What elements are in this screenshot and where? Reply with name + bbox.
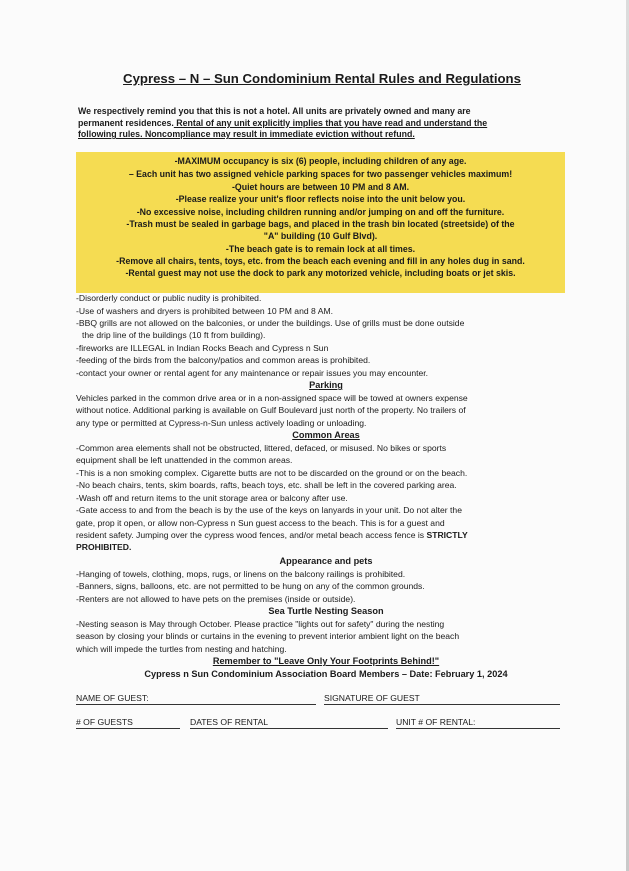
highlighted-rule: -Remove all chairs, tents, toys, etc. from the beach each evening and fill in any holes dug in sand. <box>116 256 525 266</box>
sea-turtle-line: which will impede the turtles from nesting and hatching. <box>76 644 287 654</box>
common-areas-line <box>76 530 468 541</box>
rule-line: -fireworks are ILLEGAL in Indian Rocks Beach and Cypress n Sun <box>76 343 329 353</box>
rule-line: the drip line of the buildings (10 ft from building). <box>82 330 266 340</box>
guest-name-line[interactable] <box>76 704 316 705</box>
intro-underlined: following rules. Noncompliance may result in immediate eviction without refund. <box>78 129 415 140</box>
appearance-line: -Hanging of towels, clothing, mops, rugs, or linens on the balcony railings is prohibited. <box>76 569 406 579</box>
rental-dates-label: DATES OF RENTAL <box>190 717 268 727</box>
intro-paragraph <box>78 106 568 141</box>
common-areas-line: -This is a non smoking complex. Cigarette butts are not to be discarded on the ground or on the beach. <box>76 468 468 478</box>
appearance-line: -Banners, signs, balloons, etc. are not permitted to be hung on any of the common grounds. <box>76 581 425 591</box>
highlighted-rule: -The beach gate is to remain lock at all times. <box>225 244 416 254</box>
appearance-heading: Appearance and pets <box>279 556 373 566</box>
common-areas-line: equipment shall be left unattended in the common areas. <box>76 455 293 465</box>
appearance-line: -Renters are not allowed to have pets on the premises (inside or outside). <box>76 594 356 604</box>
rental-dates-line[interactable] <box>190 728 388 729</box>
sea-turtle-heading: Sea Turtle Nesting Season <box>268 606 384 616</box>
rule-line: -Use of washers and dryers is prohibited between 10 PM and 8 AM. <box>76 306 333 316</box>
intro-underlined: Rental of any unit explicitly implies that you have read and understand the <box>173 117 488 128</box>
rule-line: -contact your owner or rental agent for any maintenance or repair issues you may encounter. <box>76 368 429 378</box>
common-areas-line: -Wash off and return items to the unit storage area or balcony after use. <box>76 493 348 503</box>
highlighted-rule: -Trash must be sealed in garbage bags, and placed in the trash bin located (streetside) of the <box>126 219 515 229</box>
common-areas-line: gate, prop it open, or allow non-Cypress n Sun guest access to the beach. This is for a guest and <box>76 518 445 528</box>
signoff-text: Cypress n Sun Condominium Association Board Members – Date: February 1, 2024 <box>144 669 508 679</box>
highlighted-rule: -No excessive noise, including children running and/or jumping on and off the furniture. <box>136 207 505 217</box>
strictly-text: STRICTLY <box>426 530 468 540</box>
guest-count-line[interactable] <box>76 728 180 729</box>
intro-text: permanent residences. <box>78 117 174 128</box>
guest-signature-label: SIGNATURE OF GUEST <box>324 693 420 703</box>
highlighted-rule: -Please realize your unit's floor reflects noise into the unit below you. <box>175 194 466 204</box>
sea-turtle-line: -Nesting season is May through October. Please practice "lights out for safety" during the nesting <box>76 619 445 629</box>
common-areas-text: resident safety. Jumping over the cypress wood fences, and/or metal beach access fence is <box>76 530 425 540</box>
common-areas-line: -Gate access to and from the beach is by the use of the keys on lanyards in your unit. Do not alter the <box>76 505 462 515</box>
rental-unit-label: UNIT # OF RENTAL: <box>396 717 476 727</box>
common-areas-line: -Common area elements shall not be obstructed, littered, defaced, or misused. No bikes or sports <box>76 443 447 453</box>
parking-line: any type or permitted at Cypress-n-Sun unless actively loading or unloading. <box>76 418 367 428</box>
intro-line <box>78 118 568 130</box>
guest-signature-line[interactable] <box>324 704 560 705</box>
common-areas-line: -No beach chairs, tents, skim boards, rafts, beach toys, etc. shall be left in the covered parking area. <box>76 480 457 490</box>
common-areas-heading: Common Areas <box>292 430 360 440</box>
intro-line: We respectively remind you that this is not a hotel. All units are privately owned and many are <box>78 106 471 116</box>
parking-line: Vehicles parked in the common drive area or in a non-assigned space will be towed at owners expense <box>76 393 468 403</box>
guest-name-label: NAME OF GUEST: <box>76 693 149 703</box>
guest-count-label: # OF GUESTS <box>76 717 133 727</box>
rule-line: -feeding of the birds from the balcony/patios and common areas is prohibited. <box>76 355 371 365</box>
parking-heading: Parking <box>309 380 343 390</box>
highlighted-rule: "A" building (10 Gulf Blvd). <box>263 231 378 241</box>
highlighted-rule: -Rental guest may not use the dock to park any motorized vehicle, including boats or jet skis. <box>125 268 516 278</box>
highlighted-rule: -Quiet hours are between 10 PM and 8 AM. <box>231 182 410 192</box>
document-title: Cypress – N – Sun Condominium Rental Rules and Regulations <box>123 71 521 86</box>
highlighted-rule: -MAXIMUM occupancy is six (6) people, including children of any age. <box>174 156 467 166</box>
sea-turtle-line: season by closing your blinds or curtains in the evening to prevent interior ambient light on the beach <box>76 631 460 641</box>
parking-line: without notice. Additional parking is available on Gulf Boulevard just north of the property. No trailers of <box>76 405 466 415</box>
prohibited-text: PROHIBITED. <box>76 542 132 552</box>
reminder-text: Remember to "Leave Only Your Footprints Behind!" <box>212 656 440 666</box>
rule-line: -Disorderly conduct or public nudity is prohibited. <box>76 293 262 303</box>
rule-line: -BBQ grills are not allowed on the balconies, or under the buildings. Use of grills must be done outside <box>76 318 465 328</box>
highlighted-rule: – Each unit has two assigned vehicle parking spaces for two passenger vehicles maximum! <box>128 169 513 179</box>
rental-unit-line[interactable] <box>396 728 560 729</box>
